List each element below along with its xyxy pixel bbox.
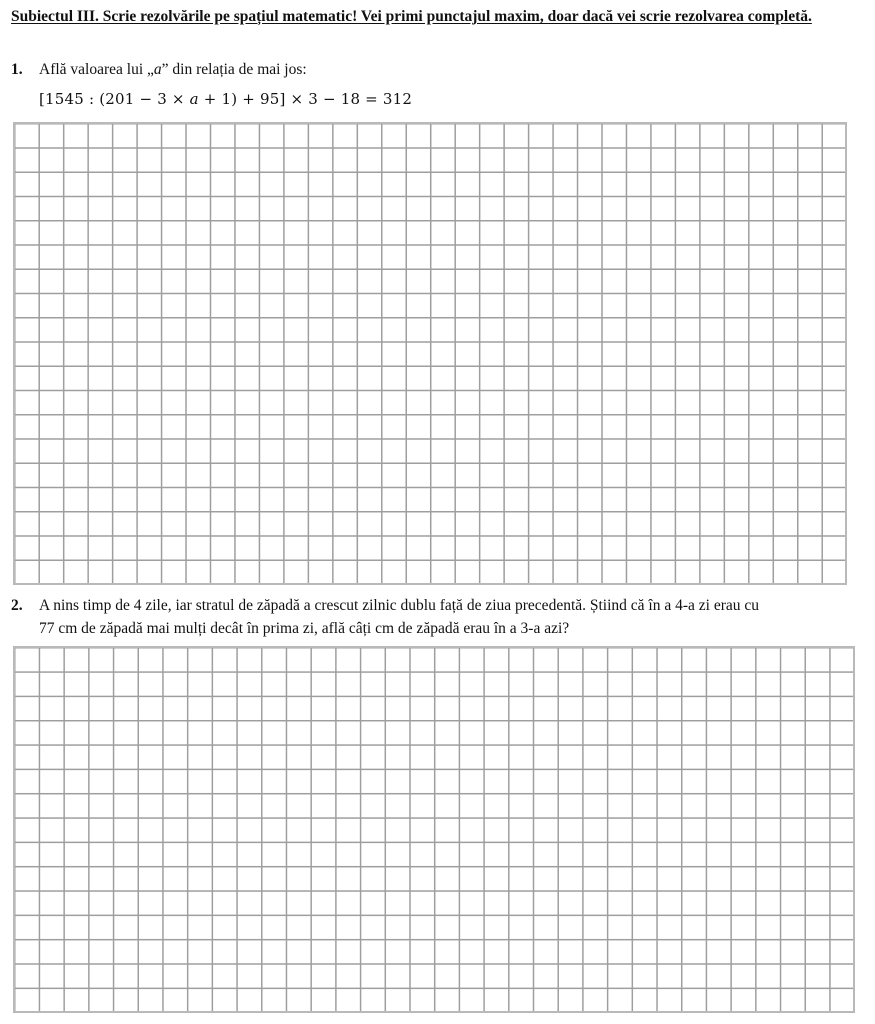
variable-a: a: [153, 61, 162, 78]
question-1: [11, 58, 307, 81]
equation-part-2: + 1) + 95] × 3 − 18 = 312: [198, 90, 413, 108]
question-number: 1.: [11, 61, 23, 78]
question-number: 2.: [11, 597, 23, 614]
answer-grid-1[interactable]: [13, 122, 847, 585]
section-title: Subiectul III. Scrie rezolvările pe spațiul matematic! Vei primi punctajul maxim, doar dacă vei scrie rezolvarea completă.: [11, 8, 812, 25]
question-text-before: Află valoarea lui „: [39, 61, 154, 78]
question-text-line-1: A nins timp de 4 zile, iar stratul de zăpadă a crescut zilnic dublu față de ziua precedentă. Știind că în a 4-a zi erau cu: [39, 597, 760, 614]
question-2: [11, 594, 861, 640]
question-text-line-2: 77 cm de zăpadă mai mulți decât în prima zi, află câți cm de zăpadă erau în a 3-a azi?: [39, 620, 570, 637]
equation: [39, 88, 412, 110]
equation-part-1: [1545 : (201 − 3 ×: [39, 90, 190, 108]
question-text-after: ” din relația de mai jos:: [161, 61, 307, 78]
equation-variable: a: [189, 90, 199, 108]
answer-grid-2[interactable]: [13, 646, 855, 1013]
